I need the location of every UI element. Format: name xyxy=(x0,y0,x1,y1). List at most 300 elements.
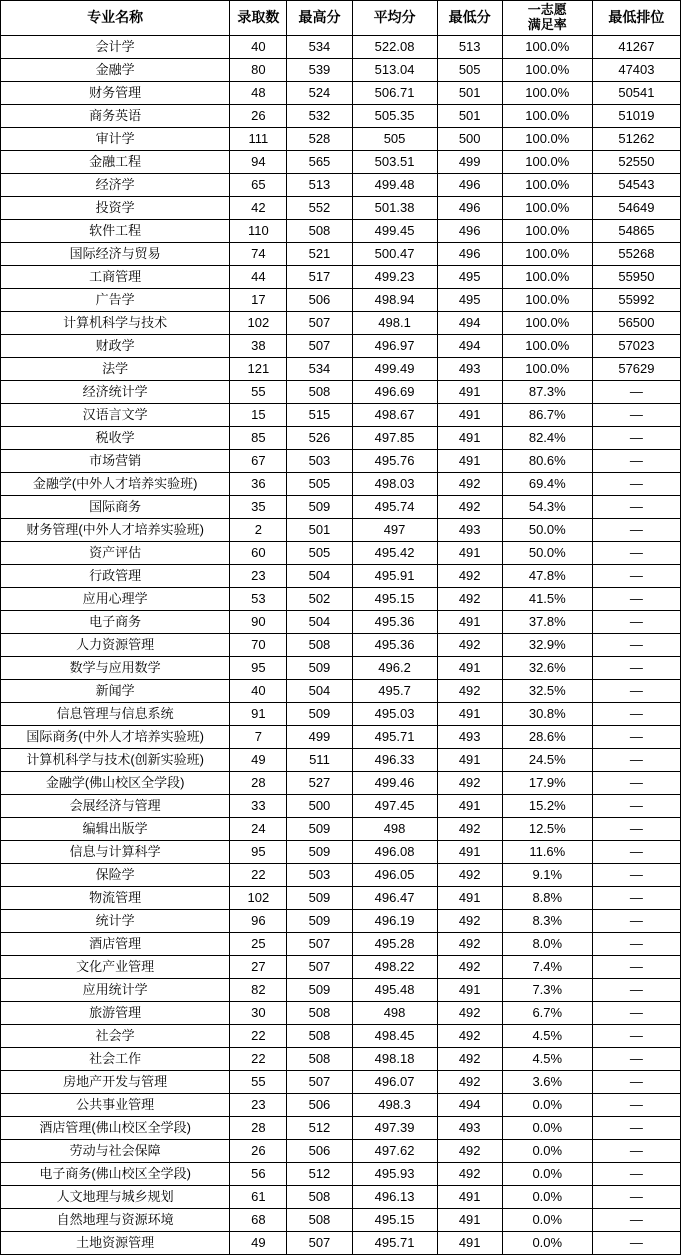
cell-major: 人文地理与城乡规划 xyxy=(1,1185,230,1208)
cell-min-score: 491 xyxy=(437,541,502,564)
cell-admitted-count: 70 xyxy=(230,633,287,656)
cell-admitted-count: 2 xyxy=(230,518,287,541)
cell-major: 社会工作 xyxy=(1,1047,230,1070)
cell-major: 金融学(佛山校区全学段) xyxy=(1,771,230,794)
cell-min-rank: — xyxy=(592,633,680,656)
cell-max-score: 565 xyxy=(287,150,352,173)
cell-major: 审计学 xyxy=(1,127,230,150)
cell-first-choice-rate: 100.0% xyxy=(502,219,592,242)
cell-min-rank: — xyxy=(592,817,680,840)
cell-max-score: 499 xyxy=(287,725,352,748)
cell-avg-score: 496.33 xyxy=(352,748,437,771)
cell-admitted-count: 65 xyxy=(230,173,287,196)
table-row xyxy=(1,242,681,265)
table-row xyxy=(1,219,681,242)
cell-first-choice-rate: 0.0% xyxy=(502,1139,592,1162)
cell-min-rank: — xyxy=(592,1185,680,1208)
cell-min-rank: — xyxy=(592,449,680,472)
table-row xyxy=(1,426,681,449)
cell-max-score: 509 xyxy=(287,978,352,1001)
cell-avg-score: 495.74 xyxy=(352,495,437,518)
table-row xyxy=(1,518,681,541)
cell-max-score: 534 xyxy=(287,357,352,380)
cell-major: 计算机科学与技术 xyxy=(1,311,230,334)
cell-first-choice-rate: 100.0% xyxy=(502,81,592,104)
cell-admitted-count: 44 xyxy=(230,265,287,288)
cell-major: 市场营销 xyxy=(1,449,230,472)
cell-min-score: 492 xyxy=(437,633,502,656)
table-row xyxy=(1,886,681,909)
cell-min-rank: — xyxy=(592,794,680,817)
cell-first-choice-rate: 80.6% xyxy=(502,449,592,472)
cell-min-rank: — xyxy=(592,702,680,725)
cell-min-rank: — xyxy=(592,863,680,886)
cell-max-score: 526 xyxy=(287,426,352,449)
cell-first-choice-rate: 100.0% xyxy=(502,35,592,58)
cell-min-score: 495 xyxy=(437,288,502,311)
cell-major: 酒店管理(佛山校区全学段) xyxy=(1,1116,230,1139)
table-row xyxy=(1,840,681,863)
cell-major: 法学 xyxy=(1,357,230,380)
cell-admitted-count: 82 xyxy=(230,978,287,1001)
cell-admitted-count: 28 xyxy=(230,771,287,794)
cell-avg-score: 498.67 xyxy=(352,403,437,426)
cell-min-score: 492 xyxy=(437,909,502,932)
cell-admitted-count: 40 xyxy=(230,35,287,58)
cell-admitted-count: 42 xyxy=(230,196,287,219)
table-row xyxy=(1,909,681,932)
cell-major: 软件工程 xyxy=(1,219,230,242)
cell-first-choice-rate: 3.6% xyxy=(502,1070,592,1093)
cell-min-score: 505 xyxy=(437,58,502,81)
cell-max-score: 505 xyxy=(287,541,352,564)
cell-max-score: 503 xyxy=(287,449,352,472)
cell-major: 应用统计学 xyxy=(1,978,230,1001)
cell-min-score: 492 xyxy=(437,863,502,886)
cell-first-choice-rate: 82.4% xyxy=(502,426,592,449)
cell-max-score: 512 xyxy=(287,1162,352,1185)
cell-min-rank: — xyxy=(592,1231,680,1254)
cell-avg-score: 498.45 xyxy=(352,1024,437,1047)
cell-min-score: 493 xyxy=(437,725,502,748)
table-row xyxy=(1,380,681,403)
cell-max-score: 507 xyxy=(287,1070,352,1093)
cell-max-score: 517 xyxy=(287,265,352,288)
cell-min-rank: — xyxy=(592,1162,680,1185)
cell-max-score: 528 xyxy=(287,127,352,150)
cell-min-rank: — xyxy=(592,1093,680,1116)
cell-major: 汉语言文学 xyxy=(1,403,230,426)
cell-max-score: 511 xyxy=(287,748,352,771)
cell-first-choice-rate: 50.0% xyxy=(502,518,592,541)
cell-admitted-count: 56 xyxy=(230,1162,287,1185)
cell-admitted-count: 111 xyxy=(230,127,287,150)
cell-min-rank: — xyxy=(592,955,680,978)
cell-avg-score: 495.7 xyxy=(352,679,437,702)
cell-avg-score: 496.19 xyxy=(352,909,437,932)
cell-major: 工商管理 xyxy=(1,265,230,288)
cell-avg-score: 496.69 xyxy=(352,380,437,403)
cell-min-score: 491 xyxy=(437,702,502,725)
cell-avg-score: 499.49 xyxy=(352,357,437,380)
cell-max-score: 500 xyxy=(287,794,352,817)
cell-admitted-count: 49 xyxy=(230,1231,287,1254)
cell-max-score: 502 xyxy=(287,587,352,610)
table-row xyxy=(1,748,681,771)
cell-min-score: 494 xyxy=(437,311,502,334)
cell-admitted-count: 95 xyxy=(230,840,287,863)
cell-first-choice-rate: 50.0% xyxy=(502,541,592,564)
cell-min-score: 500 xyxy=(437,127,502,150)
cell-major: 劳动与社会保障 xyxy=(1,1139,230,1162)
cell-min-rank: — xyxy=(592,541,680,564)
cell-min-score: 494 xyxy=(437,334,502,357)
cell-major: 自然地理与资源环境 xyxy=(1,1208,230,1231)
cell-avg-score: 505 xyxy=(352,127,437,150)
table-row xyxy=(1,1093,681,1116)
table-row xyxy=(1,58,681,81)
cell-min-score: 495 xyxy=(437,265,502,288)
cell-max-score: 509 xyxy=(287,702,352,725)
cell-first-choice-rate: 100.0% xyxy=(502,196,592,219)
cell-major: 信息与计算科学 xyxy=(1,840,230,863)
cell-max-score: 532 xyxy=(287,104,352,127)
cell-min-rank: — xyxy=(592,518,680,541)
cell-admitted-count: 22 xyxy=(230,1024,287,1047)
table-row xyxy=(1,656,681,679)
cell-avg-score: 501.38 xyxy=(352,196,437,219)
cell-min-score: 491 xyxy=(437,748,502,771)
cell-admitted-count: 25 xyxy=(230,932,287,955)
cell-first-choice-rate: 11.6% xyxy=(502,840,592,863)
cell-avg-score: 506.71 xyxy=(352,81,437,104)
cell-max-score: 534 xyxy=(287,35,352,58)
cell-max-score: 515 xyxy=(287,403,352,426)
cell-major: 金融学(中外人才培养实验班) xyxy=(1,472,230,495)
cell-max-score: 508 xyxy=(287,1024,352,1047)
cell-min-score: 491 xyxy=(437,380,502,403)
cell-admitted-count: 28 xyxy=(230,1116,287,1139)
cell-avg-score: 495.48 xyxy=(352,978,437,1001)
cell-admitted-count: 27 xyxy=(230,955,287,978)
cell-major: 行政管理 xyxy=(1,564,230,587)
cell-max-score: 513 xyxy=(287,173,352,196)
table-row xyxy=(1,495,681,518)
cell-admitted-count: 85 xyxy=(230,426,287,449)
cell-admitted-count: 68 xyxy=(230,1208,287,1231)
cell-first-choice-rate: 7.3% xyxy=(502,978,592,1001)
table-row xyxy=(1,173,681,196)
cell-major: 数学与应用数学 xyxy=(1,656,230,679)
cell-first-choice-rate: 0.0% xyxy=(502,1116,592,1139)
table-row xyxy=(1,334,681,357)
cell-min-score: 492 xyxy=(437,495,502,518)
cell-avg-score: 495.76 xyxy=(352,449,437,472)
cell-min-rank: — xyxy=(592,1116,680,1139)
first-choice-rate-line2: 满足率 xyxy=(527,16,567,32)
cell-min-score: 499 xyxy=(437,150,502,173)
cell-min-rank: — xyxy=(592,403,680,426)
table-row xyxy=(1,633,681,656)
cell-min-score: 492 xyxy=(437,771,502,794)
table-row xyxy=(1,265,681,288)
cell-max-score: 552 xyxy=(287,196,352,219)
cell-admitted-count: 94 xyxy=(230,150,287,173)
cell-admitted-count: 40 xyxy=(230,679,287,702)
cell-avg-score: 513.04 xyxy=(352,58,437,81)
cell-min-rank: 51019 xyxy=(592,104,680,127)
cell-min-score: 492 xyxy=(437,587,502,610)
cell-min-score: 491 xyxy=(437,449,502,472)
cell-max-score: 501 xyxy=(287,518,352,541)
cell-min-rank: 56500 xyxy=(592,311,680,334)
cell-major: 广告学 xyxy=(1,288,230,311)
cell-avg-score: 497.39 xyxy=(352,1116,437,1139)
cell-admitted-count: 17 xyxy=(230,288,287,311)
cell-avg-score: 497.62 xyxy=(352,1139,437,1162)
cell-first-choice-rate: 8.8% xyxy=(502,886,592,909)
cell-min-score: 492 xyxy=(437,932,502,955)
cell-admitted-count: 102 xyxy=(230,886,287,909)
cell-first-choice-rate: 0.0% xyxy=(502,1093,592,1116)
cell-first-choice-rate: 100.0% xyxy=(502,288,592,311)
cell-min-score: 493 xyxy=(437,1116,502,1139)
cell-major: 财务管理(中外人才培养实验班) xyxy=(1,518,230,541)
cell-first-choice-rate: 41.5% xyxy=(502,587,592,610)
column-header-major: 专业名称 xyxy=(1,1,230,36)
cell-min-rank: — xyxy=(592,771,680,794)
cell-admitted-count: 55 xyxy=(230,1070,287,1093)
cell-major: 资产评估 xyxy=(1,541,230,564)
cell-first-choice-rate: 100.0% xyxy=(502,173,592,196)
cell-avg-score: 500.47 xyxy=(352,242,437,265)
cell-admitted-count: 33 xyxy=(230,794,287,817)
cell-avg-score: 496.05 xyxy=(352,863,437,886)
cell-avg-score: 498.22 xyxy=(352,955,437,978)
cell-major: 金融工程 xyxy=(1,150,230,173)
cell-max-score: 539 xyxy=(287,58,352,81)
cell-min-rank: 55268 xyxy=(592,242,680,265)
cell-avg-score: 495.71 xyxy=(352,725,437,748)
column-header-avg-score: 平均分 xyxy=(352,1,437,36)
cell-admitted-count: 95 xyxy=(230,656,287,679)
cell-avg-score: 495.71 xyxy=(352,1231,437,1254)
cell-min-rank: — xyxy=(592,472,680,495)
cell-min-rank: — xyxy=(592,1024,680,1047)
cell-major: 文化产业管理 xyxy=(1,955,230,978)
cell-min-rank: — xyxy=(592,840,680,863)
cell-first-choice-rate: 6.7% xyxy=(502,1001,592,1024)
cell-avg-score: 495.03 xyxy=(352,702,437,725)
cell-first-choice-rate: 32.9% xyxy=(502,633,592,656)
cell-min-score: 492 xyxy=(437,1024,502,1047)
cell-first-choice-rate: 4.5% xyxy=(502,1047,592,1070)
cell-min-score: 492 xyxy=(437,817,502,840)
cell-avg-score: 495.93 xyxy=(352,1162,437,1185)
cell-avg-score: 495.15 xyxy=(352,1208,437,1231)
cell-admitted-count: 48 xyxy=(230,81,287,104)
cell-avg-score: 497.85 xyxy=(352,426,437,449)
column-header-first-choice-rate xyxy=(502,1,592,36)
cell-min-score: 493 xyxy=(437,518,502,541)
cell-major: 经济学 xyxy=(1,173,230,196)
cell-first-choice-rate: 30.8% xyxy=(502,702,592,725)
cell-first-choice-rate: 100.0% xyxy=(502,104,592,127)
cell-major: 国际商务(中外人才培养实验班) xyxy=(1,725,230,748)
cell-min-rank: 54865 xyxy=(592,219,680,242)
cell-min-rank: — xyxy=(592,656,680,679)
cell-min-rank: — xyxy=(592,932,680,955)
cell-first-choice-rate: 4.5% xyxy=(502,1024,592,1047)
cell-max-score: 507 xyxy=(287,932,352,955)
cell-min-score: 491 xyxy=(437,403,502,426)
cell-admitted-count: 49 xyxy=(230,748,287,771)
cell-min-score: 491 xyxy=(437,840,502,863)
cell-min-score: 491 xyxy=(437,794,502,817)
cell-min-rank: — xyxy=(592,679,680,702)
cell-major: 应用心理学 xyxy=(1,587,230,610)
cell-min-score: 501 xyxy=(437,104,502,127)
cell-first-choice-rate: 100.0% xyxy=(502,265,592,288)
cell-admitted-count: 7 xyxy=(230,725,287,748)
cell-min-rank: — xyxy=(592,886,680,909)
cell-major: 会计学 xyxy=(1,35,230,58)
cell-major: 社会学 xyxy=(1,1024,230,1047)
cell-admitted-count: 26 xyxy=(230,104,287,127)
table-row xyxy=(1,196,681,219)
cell-major: 财政学 xyxy=(1,334,230,357)
cell-avg-score: 498 xyxy=(352,1001,437,1024)
cell-major: 新闻学 xyxy=(1,679,230,702)
cell-min-rank: 54543 xyxy=(592,173,680,196)
table-row xyxy=(1,403,681,426)
cell-admitted-count: 102 xyxy=(230,311,287,334)
cell-max-score: 505 xyxy=(287,472,352,495)
cell-min-rank: 55950 xyxy=(592,265,680,288)
cell-min-rank: — xyxy=(592,587,680,610)
cell-major: 会展经济与管理 xyxy=(1,794,230,817)
table-row xyxy=(1,1047,681,1070)
cell-min-score: 491 xyxy=(437,978,502,1001)
cell-first-choice-rate: 0.0% xyxy=(502,1231,592,1254)
cell-min-score: 492 xyxy=(437,564,502,587)
cell-min-rank: 54649 xyxy=(592,196,680,219)
cell-max-score: 508 xyxy=(287,1185,352,1208)
cell-first-choice-rate: 0.0% xyxy=(502,1208,592,1231)
cell-admitted-count: 26 xyxy=(230,1139,287,1162)
table-row xyxy=(1,1070,681,1093)
cell-max-score: 507 xyxy=(287,1231,352,1254)
cell-max-score: 508 xyxy=(287,219,352,242)
table-row xyxy=(1,1185,681,1208)
cell-max-score: 521 xyxy=(287,242,352,265)
cell-avg-score: 498.94 xyxy=(352,288,437,311)
table-row xyxy=(1,35,681,58)
table-row xyxy=(1,104,681,127)
cell-avg-score: 496.07 xyxy=(352,1070,437,1093)
table-row xyxy=(1,863,681,886)
cell-major: 国际商务 xyxy=(1,495,230,518)
cell-min-rank: 57629 xyxy=(592,357,680,380)
cell-first-choice-rate: 32.5% xyxy=(502,679,592,702)
table-row xyxy=(1,978,681,1001)
table-row xyxy=(1,311,681,334)
cell-min-rank: — xyxy=(592,748,680,771)
cell-max-score: 509 xyxy=(287,817,352,840)
cell-min-rank: — xyxy=(592,909,680,932)
cell-min-score: 496 xyxy=(437,173,502,196)
cell-first-choice-rate: 8.0% xyxy=(502,932,592,955)
cell-max-score: 509 xyxy=(287,909,352,932)
cell-max-score: 507 xyxy=(287,955,352,978)
cell-admitted-count: 91 xyxy=(230,702,287,725)
cell-max-score: 506 xyxy=(287,1139,352,1162)
cell-admitted-count: 60 xyxy=(230,541,287,564)
table-row xyxy=(1,472,681,495)
cell-avg-score: 499.45 xyxy=(352,219,437,242)
cell-min-rank: 52550 xyxy=(592,150,680,173)
cell-min-rank: — xyxy=(592,1139,680,1162)
table-row xyxy=(1,1116,681,1139)
cell-min-score: 492 xyxy=(437,1162,502,1185)
cell-first-choice-rate: 0.0% xyxy=(502,1162,592,1185)
cell-min-score: 496 xyxy=(437,196,502,219)
cell-first-choice-rate: 32.6% xyxy=(502,656,592,679)
cell-first-choice-rate: 28.6% xyxy=(502,725,592,748)
table-row xyxy=(1,150,681,173)
cell-max-score: 506 xyxy=(287,288,352,311)
cell-admitted-count: 67 xyxy=(230,449,287,472)
table-row xyxy=(1,679,681,702)
cell-avg-score: 495.36 xyxy=(352,610,437,633)
cell-major: 金融学 xyxy=(1,58,230,81)
cell-admitted-count: 55 xyxy=(230,380,287,403)
cell-avg-score: 495.28 xyxy=(352,932,437,955)
cell-major: 土地资源管理 xyxy=(1,1231,230,1254)
cell-admitted-count: 74 xyxy=(230,242,287,265)
cell-avg-score: 499.23 xyxy=(352,265,437,288)
cell-max-score: 507 xyxy=(287,311,352,334)
cell-admitted-count: 38 xyxy=(230,334,287,357)
cell-avg-score: 496.2 xyxy=(352,656,437,679)
cell-admitted-count: 61 xyxy=(230,1185,287,1208)
cell-avg-score: 498.1 xyxy=(352,311,437,334)
cell-min-rank: — xyxy=(592,1047,680,1070)
cell-min-score: 513 xyxy=(437,35,502,58)
cell-min-score: 492 xyxy=(437,679,502,702)
cell-min-score: 492 xyxy=(437,1139,502,1162)
cell-major: 人力资源管理 xyxy=(1,633,230,656)
table-row xyxy=(1,610,681,633)
cell-first-choice-rate: 9.1% xyxy=(502,863,592,886)
cell-major: 统计学 xyxy=(1,909,230,932)
cell-admitted-count: 23 xyxy=(230,564,287,587)
cell-min-rank: 57023 xyxy=(592,334,680,357)
cell-min-score: 491 xyxy=(437,886,502,909)
cell-first-choice-rate: 100.0% xyxy=(502,58,592,81)
cell-max-score: 508 xyxy=(287,1208,352,1231)
cell-first-choice-rate: 8.3% xyxy=(502,909,592,932)
first-choice-rate-line1: 一志愿 xyxy=(527,2,567,17)
cell-admitted-count: 36 xyxy=(230,472,287,495)
cell-min-score: 493 xyxy=(437,357,502,380)
cell-max-score: 524 xyxy=(287,81,352,104)
cell-avg-score: 498 xyxy=(352,817,437,840)
cell-first-choice-rate: 86.7% xyxy=(502,403,592,426)
cell-major: 商务英语 xyxy=(1,104,230,127)
cell-major: 信息管理与信息系统 xyxy=(1,702,230,725)
cell-admitted-count: 110 xyxy=(230,219,287,242)
